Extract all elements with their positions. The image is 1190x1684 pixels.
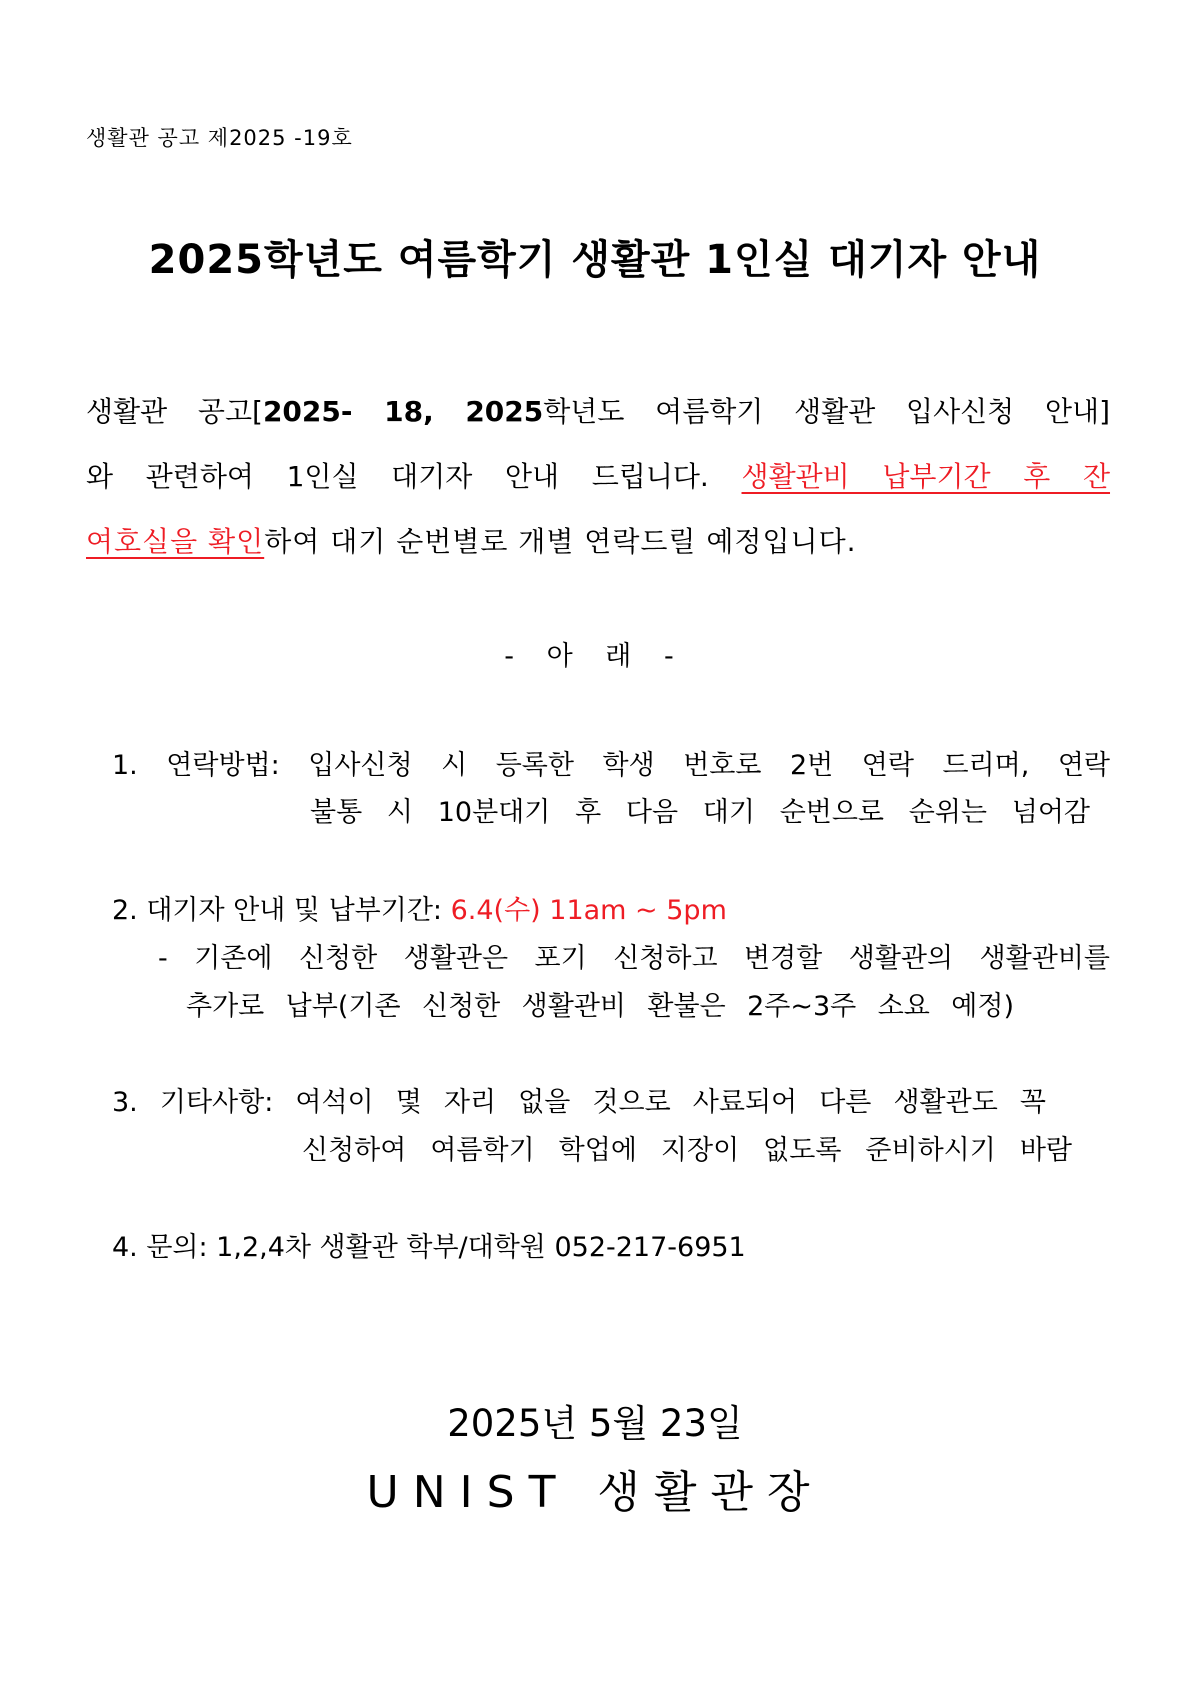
item-1-line-2: 불통 시 10분대기 후 다음 대기 순번으로 순위는 넘어감 xyxy=(310,797,1090,828)
intro-line-2 xyxy=(86,455,1110,495)
intro-highlight-1: 생활관비 납부기간 후 잔 xyxy=(741,460,1111,493)
notice-number: 생활관 공고 제2025 -19호 xyxy=(86,126,353,150)
intro-line-3-rest: 하여 대기 순번별로 개별 연락드릴 예정입니다. xyxy=(264,525,857,558)
item-3-line-2: 신청하여 여름학기 학업에 지장이 없도록 준비하시기 바람 xyxy=(302,1135,1072,1166)
document-date: 2025년 5월 23일 xyxy=(447,1402,743,1445)
intro-line-3 xyxy=(86,520,1110,560)
item-4-line-1: 4. 문의: 1,2,4차 생활관 학부/대학원 052-217-6951 xyxy=(112,1232,746,1263)
item-2-line-2: - 기존에 신청한 생활관은 포기 신청하고 변경할 생활관의 생활관비를 xyxy=(158,943,1110,974)
item-2-period: 6.4(수) 11am ~ 5pm xyxy=(450,895,727,926)
intro-line-1-part-1: 생활관 공고[ xyxy=(86,395,263,428)
arae-heading: - 아 래 - xyxy=(504,641,686,672)
item-2-line-3: 추가로 납부(기존 신청한 생활관비 환불은 2주~3주 소요 예정) xyxy=(186,991,1014,1022)
item-2-label: 2. 대기자 안내 및 납부기간: xyxy=(112,895,451,926)
item-3-line-1: 3. 기타사항: 여석이 몇 자리 없을 것으로 사료되어 다른 생활관도 꼭 xyxy=(112,1087,1046,1118)
item-1-line-1: 1. 연락방법: 입사신청 시 등록한 학생 번호로 2번 연락 드리며, 연락 xyxy=(112,750,1110,781)
intro-line-1-part-2: 2025- 18, 2025 xyxy=(262,395,544,428)
signature: UNIST 생활관장 xyxy=(366,1467,824,1518)
item-2-line-1 xyxy=(112,888,727,927)
intro-highlight-2: 여호실을 확인 xyxy=(86,525,265,558)
document-title: 2025학년도 여름학기 생활관 1인실 대기자 안내 xyxy=(148,237,1042,283)
intro-line-2-part-1: 와 관련하여 1인실 대기자 안내 드립니다. xyxy=(86,460,742,493)
intro-line-1-part-3: 학년도 여름학기 생활관 입사신청 안내] xyxy=(543,395,1111,428)
intro-line-1 xyxy=(86,390,1110,430)
